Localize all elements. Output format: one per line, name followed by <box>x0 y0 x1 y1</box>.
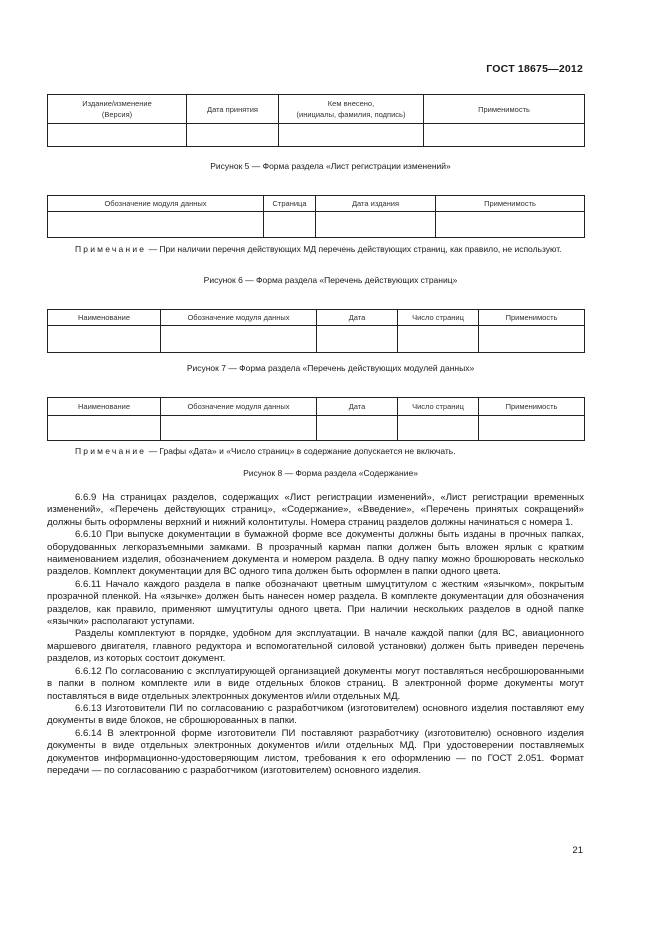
active-pages-form-table <box>47 195 585 238</box>
column-header-data-module-code: Обозначение модуля данных <box>161 310 317 326</box>
empty-cell <box>48 416 161 441</box>
column-header-name: Наименование <box>48 310 161 326</box>
paragraph-6-6-13: 6.6.13 Изготовители ПИ по согласованию с разработчиком (изготовителем) основного изделия поставляют ему документы в виде блоков, не сброшюрованных в папки. <box>47 702 584 727</box>
column-header-acceptance-date: Дата принятия <box>187 95 279 124</box>
figure-6-note <box>47 243 584 255</box>
column-header-applicability: Применимость <box>479 310 585 326</box>
empty-cell <box>316 212 436 238</box>
empty-cell <box>479 326 585 353</box>
column-header-applicability: Применимость <box>436 196 585 212</box>
note-text: — Графы «Дата» и «Число страниц» в содержание допускается не включать. <box>146 446 456 456</box>
column-header-date: Дата <box>317 398 398 416</box>
figure-7-caption: Рисунок 7 — Форма раздела «Перечень действующих модулей данных» <box>186 363 475 373</box>
empty-cell <box>48 326 161 353</box>
column-header-page-count: Число страниц <box>398 310 479 326</box>
paragraph-6-6-11: 6.6.11 Начало каждого раздела в папке обозначают цветным шмуцтитулом с жестким «язычком», покрытым прозрачной пленкой. На «язычке» должен быть нанесен номер раздела. В комплекте документации для обозначения разделов, как правило, применяют шмуцтитулы одного цвета. При наличии нескольких разделов в одной папке «язычки» располагают уступами. <box>47 578 584 628</box>
empty-cell <box>264 212 316 238</box>
paragraph-6-6-10: 6.6.10 При выпуске документации в бумажной форме все документы должны быть изданы в прочных папках, оборудованных легкоразъемными замками. В прозрачный карман папки должен быть вложен ярлык с кратким наименованием изделия, обозначением документа и номером раздела. В одну папку можно брошюровать несколько разделов. Комплект документации для ВС одного типа должен быть оформлен в папки одного цвета. <box>47 529 584 578</box>
empty-cell <box>398 416 479 441</box>
column-header-date: Дата <box>317 310 398 326</box>
figure-5-caption: Рисунок 5 — Форма раздела «Лист регистрации изменений» <box>210 161 451 171</box>
empty-cell <box>424 124 585 147</box>
empty-cell <box>398 326 479 353</box>
body-text <box>47 492 584 777</box>
empty-cell <box>436 212 585 238</box>
empty-cell <box>161 416 317 441</box>
note-label: Примечание <box>75 244 147 254</box>
change-registration-form-table <box>47 94 585 147</box>
page-number: 21 <box>572 845 583 856</box>
paragraph-6-6-9: 6.6.9 На страницах разделов, содержащих «Лист регистрации изменений», «Лист регистрации временных изменений», «Перечень действующих страниц», «Содержание», «Введение», «Перечень принятых сокращений» должны быть оформлены верхний и нижний колонтитулы. Номера страниц разделов должны начинаться с номера 1. <box>47 492 584 528</box>
paragraph-sections-order: Разделы комплектуют в порядке, удобном для эксплуатации. В начале каждой папки (для ВС, авиационного маршевого двигателя, главного редуктора и вспомогательной силовой установки) должен быть приведен перечень разделов, из которых состоит документ. <box>47 628 584 665</box>
document-standard-header: ГОСТ 18675—2012 <box>486 63 583 75</box>
column-header-entered-by: Кем внесено, (инициалы, фамилия, подпись) <box>279 95 424 124</box>
figure-8-caption: Рисунок 8 — Форма раздела «Содержание» <box>243 468 418 478</box>
note-text: — При наличии перечня действующих МД перечень действующих страниц, как правило, не используют. <box>146 244 562 254</box>
empty-cell <box>187 124 279 147</box>
column-header-applicability: Применимость <box>424 95 585 124</box>
paragraph-6-6-12: 6.6.12 По согласованию с эксплуатирующей организацией документы могут поставляться несброшюрованными в папки в полном комплекте или в виде отдельных блоков страниц. В электронной форме документы могут поставляться в виде отдельных электронных документов и/или отдельных МД. <box>47 665 584 702</box>
note-label: Примечание <box>75 446 147 456</box>
column-header-data-module-code: Обозначение модуля данных <box>161 398 317 416</box>
contents-form-table <box>47 397 585 441</box>
column-header-page: Страница <box>264 196 316 212</box>
empty-cell <box>48 212 264 238</box>
column-header-applicability: Применимость <box>479 398 585 416</box>
empty-cell <box>317 326 398 353</box>
figure-8-note <box>47 445 584 457</box>
column-header-name: Наименование <box>48 398 161 416</box>
active-data-modules-form-table <box>47 309 585 353</box>
empty-cell <box>279 124 424 147</box>
empty-cell <box>479 416 585 441</box>
paragraph-6-6-14: 6.6.14 В электронной форме изготовители ПИ поставляют разработчику (изготовителю) основного изделия документы в виде отдельных электронных документов и/или отдельных МД. При удостоверении поставляемых документов информационно-удостоверяющим листом, требования к его оформлению — по ГОСТ 2.051. Формат передачи — по согласованию с разработчиком (изготовителем) основного изделия. <box>47 727 584 776</box>
column-header-data-module-code: Обозначение модуля данных <box>48 196 264 212</box>
column-header-edition: Издание/изменение (Версия) <box>48 95 187 124</box>
figure-6-caption: Рисунок 6 — Форма раздела «Перечень действующих страниц» <box>203 275 458 285</box>
empty-cell <box>48 124 187 147</box>
empty-cell <box>317 416 398 441</box>
column-header-issue-date: Дата издания <box>316 196 436 212</box>
empty-cell <box>161 326 317 353</box>
column-header-page-count: Число страниц <box>398 398 479 416</box>
